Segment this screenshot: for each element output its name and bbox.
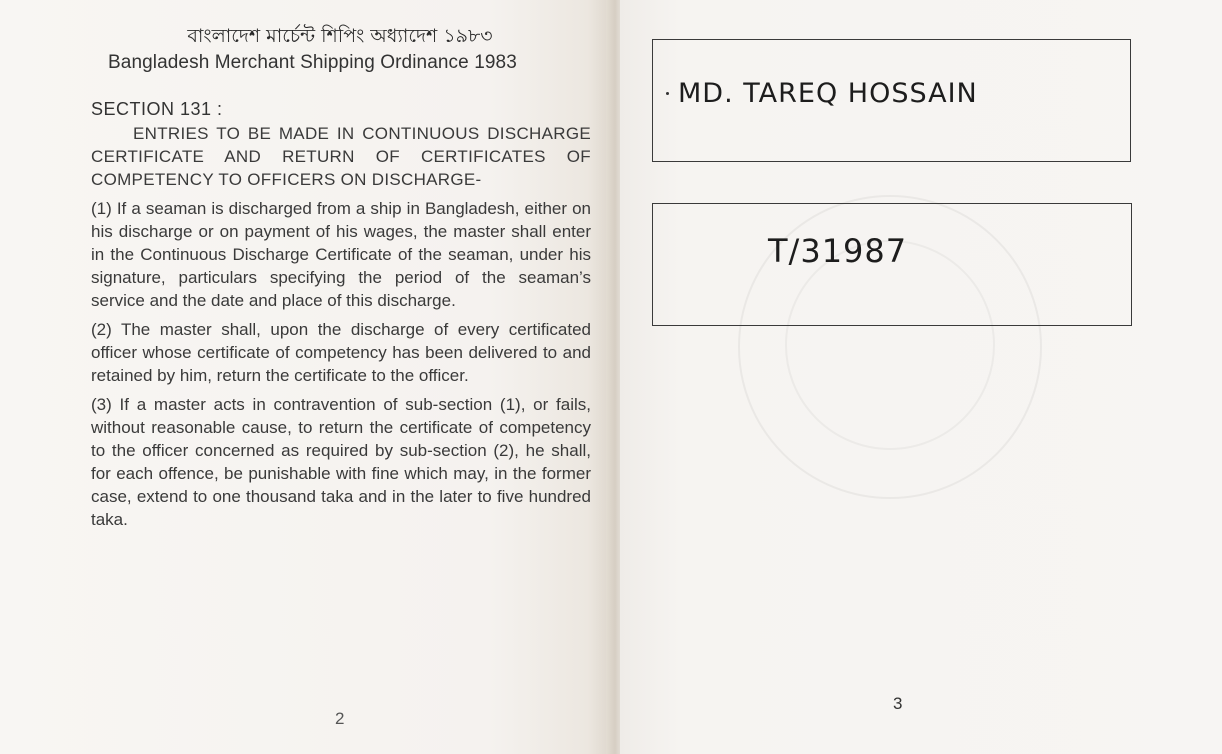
bangla-title: বাংলাদেশ মার্চেন্ট শিপিং অধ্যাদেশ ১৯৮৩ [187, 25, 493, 47]
paragraph-3: (3) If a master acts in contravention of sub-section (1), or fails, without reasonable cause, to return the certificate of competency to the officer concerned as required by sub-section (2), he shall, for each offence, be punishable with fine which may, in the former case, extend to one thousand taka and in the later to five hundred taka. [91, 395, 591, 529]
section-caption: ENTRIES TO BE MADE IN CONTINUOUS DISCHARGE CERTIFICATE AND RETURN OF CERTIFICATES OF COMPETENCY TO OFFICERS ON DISCHARGE- [91, 124, 591, 189]
page-number-right: 3 [893, 694, 903, 713]
page-number-left: 2 [335, 709, 345, 728]
section-heading: SECTION 131 : [91, 99, 223, 119]
section-body [91, 122, 591, 537]
english-title: Bangladesh Merchant Shipping Ordinance 1983 [108, 52, 517, 73]
handwritten-name: MD. TAREQ HOSSAIN [678, 78, 978, 109]
pen-dot [666, 92, 669, 95]
handwritten-number: T/31987 [768, 232, 908, 270]
paragraph-2: (2) The master shall, upon the discharge of every certificated officer whose certificate of competency has been delivered to and retained by him, return the certificate to the officer. [91, 320, 591, 385]
paragraph-1: (1) If a seaman is discharged from a ship in Bangladesh, either on his discharge or on payment of his wages, the master shall enter in the Continuous Discharge Certificate of the seaman, under his signature, particulars specifying the period of the seaman’s service and the date and place of this discharge. [91, 199, 591, 310]
